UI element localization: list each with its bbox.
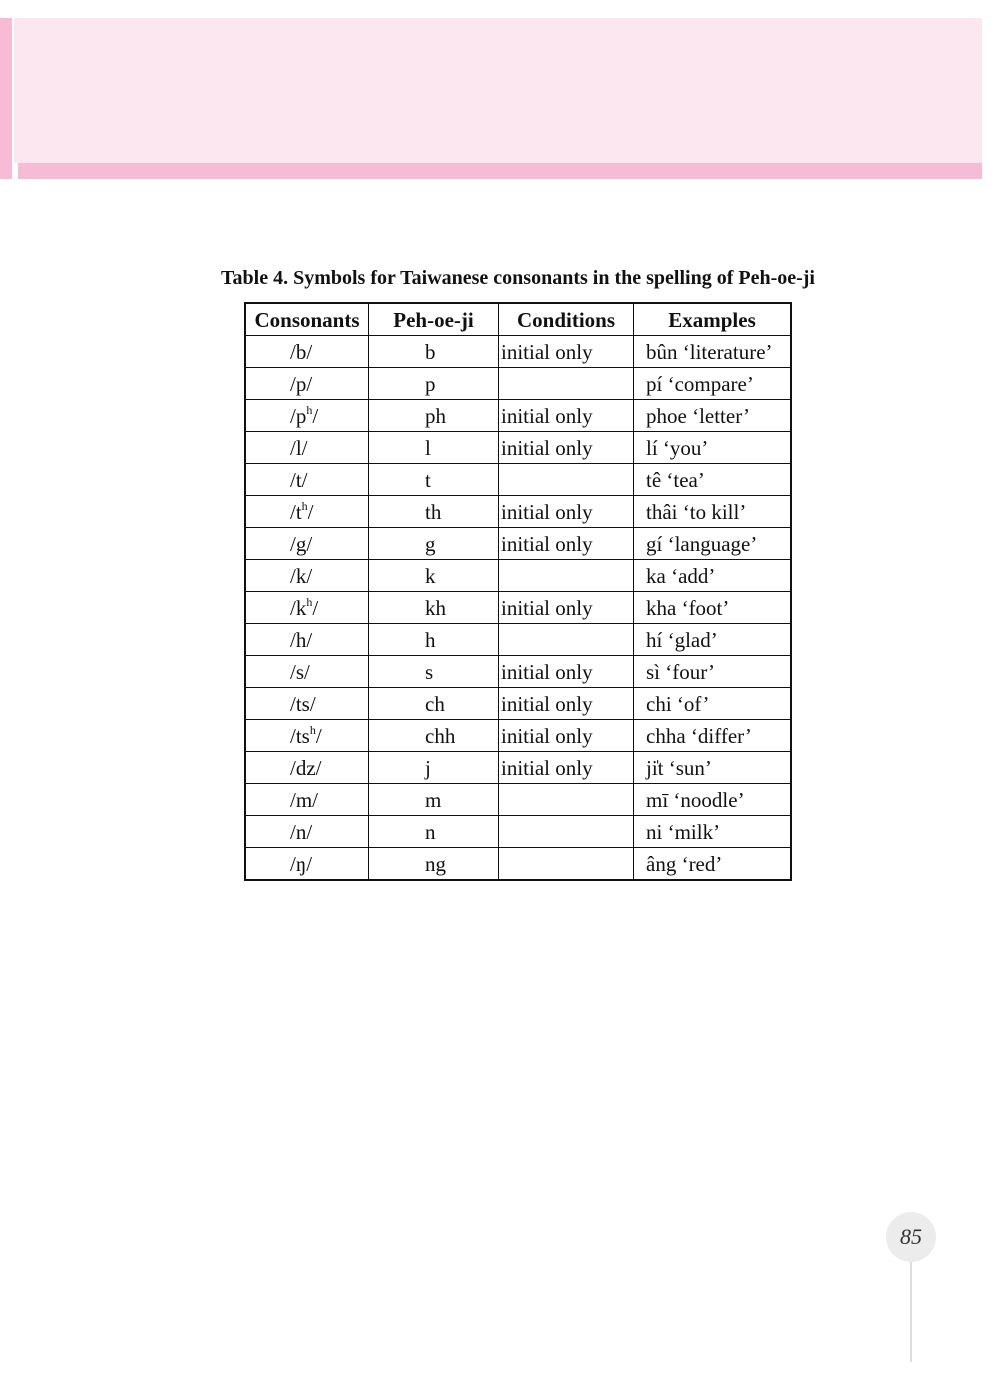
consonant-symbol: /m [290, 787, 313, 812]
cell-consonant [245, 400, 369, 432]
consonant-symbol: /n [290, 819, 307, 844]
cell-condition [499, 784, 634, 816]
aspiration-mark: h [301, 498, 308, 513]
consonant-symbol: /p [290, 371, 307, 396]
cell-consonant [245, 784, 369, 816]
cell-condition: initial only [499, 432, 634, 464]
consonant-slash: / [306, 627, 313, 652]
consonant-slash: / [306, 819, 313, 844]
header-peh-oe-ji: Peh-oe-ji [369, 303, 499, 336]
cell-example: chi ‘of’ [634, 688, 792, 720]
table-row [245, 496, 791, 528]
consonant-symbol: /k [290, 595, 307, 620]
cell-condition [499, 816, 634, 848]
cell-peh-oe-ji: ph [369, 400, 499, 432]
cell-peh-oe-ji: h [369, 624, 499, 656]
cell-condition: initial only [499, 656, 634, 688]
cell-condition [499, 464, 634, 496]
aspiration-mark: h [306, 402, 313, 417]
cell-condition: initial only [499, 400, 634, 432]
cell-condition: initial only [499, 592, 634, 624]
cell-peh-oe-ji: t [369, 464, 499, 496]
cell-peh-oe-ji: s [369, 656, 499, 688]
consonant-symbol: /b [290, 339, 307, 364]
cell-example: âng ‘red’ [634, 848, 792, 881]
cell-consonant [245, 688, 369, 720]
cell-consonant [245, 464, 369, 496]
consonant-slash: / [304, 659, 310, 684]
cell-peh-oe-ji: b [369, 336, 499, 368]
table-body [245, 336, 791, 881]
consonant-symbol: /ts [290, 691, 310, 716]
table-row [245, 368, 791, 400]
cell-example: sì ‘four’ [634, 656, 792, 688]
cell-condition: initial only [499, 336, 634, 368]
aspiration-mark: h [306, 594, 313, 609]
aspiration-mark: h [309, 722, 316, 737]
consonant-slash: / [306, 563, 313, 588]
cell-peh-oe-ji: ch [369, 688, 499, 720]
cell-consonant [245, 752, 369, 784]
consonant-symbol: /t [290, 467, 302, 492]
page-number-line [910, 1262, 912, 1362]
consonant-symbol: /dz [290, 755, 316, 780]
page-number: 85 [886, 1212, 936, 1262]
cell-example: gí ‘language’ [634, 528, 792, 560]
consonant-slash: / [312, 595, 319, 620]
table-row [245, 432, 791, 464]
cell-consonant [245, 560, 369, 592]
cell-consonant [245, 528, 369, 560]
cell-consonant [245, 592, 369, 624]
cell-peh-oe-ji: l [369, 432, 499, 464]
consonant-slash: / [312, 403, 319, 428]
cell-example: ni ‘milk’ [634, 816, 792, 848]
cell-condition [499, 560, 634, 592]
cell-peh-oe-ji: kh [369, 592, 499, 624]
header-consonants: Consonants [245, 303, 369, 336]
cell-peh-oe-ji: th [369, 496, 499, 528]
table-row [245, 592, 791, 624]
header-conditions: Conditions [499, 303, 634, 336]
consonant-slash: / [306, 371, 313, 396]
cell-consonant [245, 432, 369, 464]
consonant-slash: / [307, 499, 314, 524]
consonant-symbol: /p [290, 403, 307, 428]
cell-consonant [245, 720, 369, 752]
table-row [245, 464, 791, 496]
cell-peh-oe-ji: k [369, 560, 499, 592]
cell-condition: initial only [499, 720, 634, 752]
cell-example: thâi ‘to kill’ [634, 496, 792, 528]
table-header-row [245, 303, 791, 336]
consonant-slash: / [315, 755, 322, 780]
consonant-symbol: /h [290, 627, 307, 652]
cell-condition [499, 368, 634, 400]
cell-consonant [245, 848, 369, 881]
header-band [14, 18, 982, 163]
consonant-slash: / [306, 339, 313, 364]
table-row [245, 624, 791, 656]
table-row [245, 688, 791, 720]
table-row [245, 816, 791, 848]
header-examples: Examples [634, 303, 792, 336]
cell-consonant [245, 656, 369, 688]
table-row [245, 720, 791, 752]
consonant-slash: / [306, 851, 313, 876]
cell-example: hí ‘glad’ [634, 624, 792, 656]
consonant-slash: / [312, 787, 319, 812]
cell-example: kha ‘foot’ [634, 592, 792, 624]
cell-consonant [245, 336, 369, 368]
cell-peh-oe-ji: m [369, 784, 499, 816]
consonant-table [244, 302, 792, 881]
header-stripe [18, 163, 982, 179]
table-row [245, 848, 791, 881]
cell-example: pí ‘compare’ [634, 368, 792, 400]
cell-peh-oe-ji: ng [369, 848, 499, 881]
cell-peh-oe-ji: n [369, 816, 499, 848]
cell-example: chha ‘differ’ [634, 720, 792, 752]
cell-consonant [245, 816, 369, 848]
cell-example: lí ‘you’ [634, 432, 792, 464]
cell-consonant [245, 624, 369, 656]
table-row [245, 656, 791, 688]
cell-consonant [245, 368, 369, 400]
consonant-slash: / [306, 531, 313, 556]
cell-peh-oe-ji: g [369, 528, 499, 560]
consonant-slash: / [309, 691, 316, 716]
consonant-symbol: /l [290, 435, 302, 460]
cell-condition: initial only [499, 752, 634, 784]
cell-peh-oe-ji: j [369, 752, 499, 784]
cell-condition [499, 848, 634, 881]
cell-example: ka ‘add’ [634, 560, 792, 592]
table-row [245, 560, 791, 592]
cell-consonant [245, 496, 369, 528]
cell-example: tê ‘tea’ [634, 464, 792, 496]
cell-example: phoe ‘letter’ [634, 400, 792, 432]
consonant-slash: / [315, 723, 322, 748]
cell-example: ji̍t ‘sun’ [634, 752, 792, 784]
consonant-slash: / [301, 435, 308, 460]
cell-condition [499, 624, 634, 656]
cell-condition: initial only [499, 528, 634, 560]
consonant-symbol: /ŋ [290, 851, 307, 876]
table-row [245, 336, 791, 368]
table-row [245, 400, 791, 432]
consonant-symbol: /s [290, 659, 305, 684]
cell-peh-oe-ji: chh [369, 720, 499, 752]
consonant-symbol: /g [290, 531, 307, 556]
consonant-symbol: /ts [290, 723, 310, 748]
cell-example: bûn ‘literature’ [634, 336, 792, 368]
consonant-symbol: /k [290, 563, 307, 588]
table-row [245, 784, 791, 816]
table-row [245, 752, 791, 784]
cell-example: mī ‘noodle’ [634, 784, 792, 816]
cell-peh-oe-ji: p [369, 368, 499, 400]
cell-condition: initial only [499, 496, 634, 528]
table-caption: Table 4. Symbols for Taiwanese consonants in the spelling of Peh-oe-ji [221, 267, 815, 289]
table-row [245, 528, 791, 560]
consonant-slash: / [301, 467, 308, 492]
consonant-symbol: /t [290, 499, 302, 524]
cell-condition: initial only [499, 688, 634, 720]
